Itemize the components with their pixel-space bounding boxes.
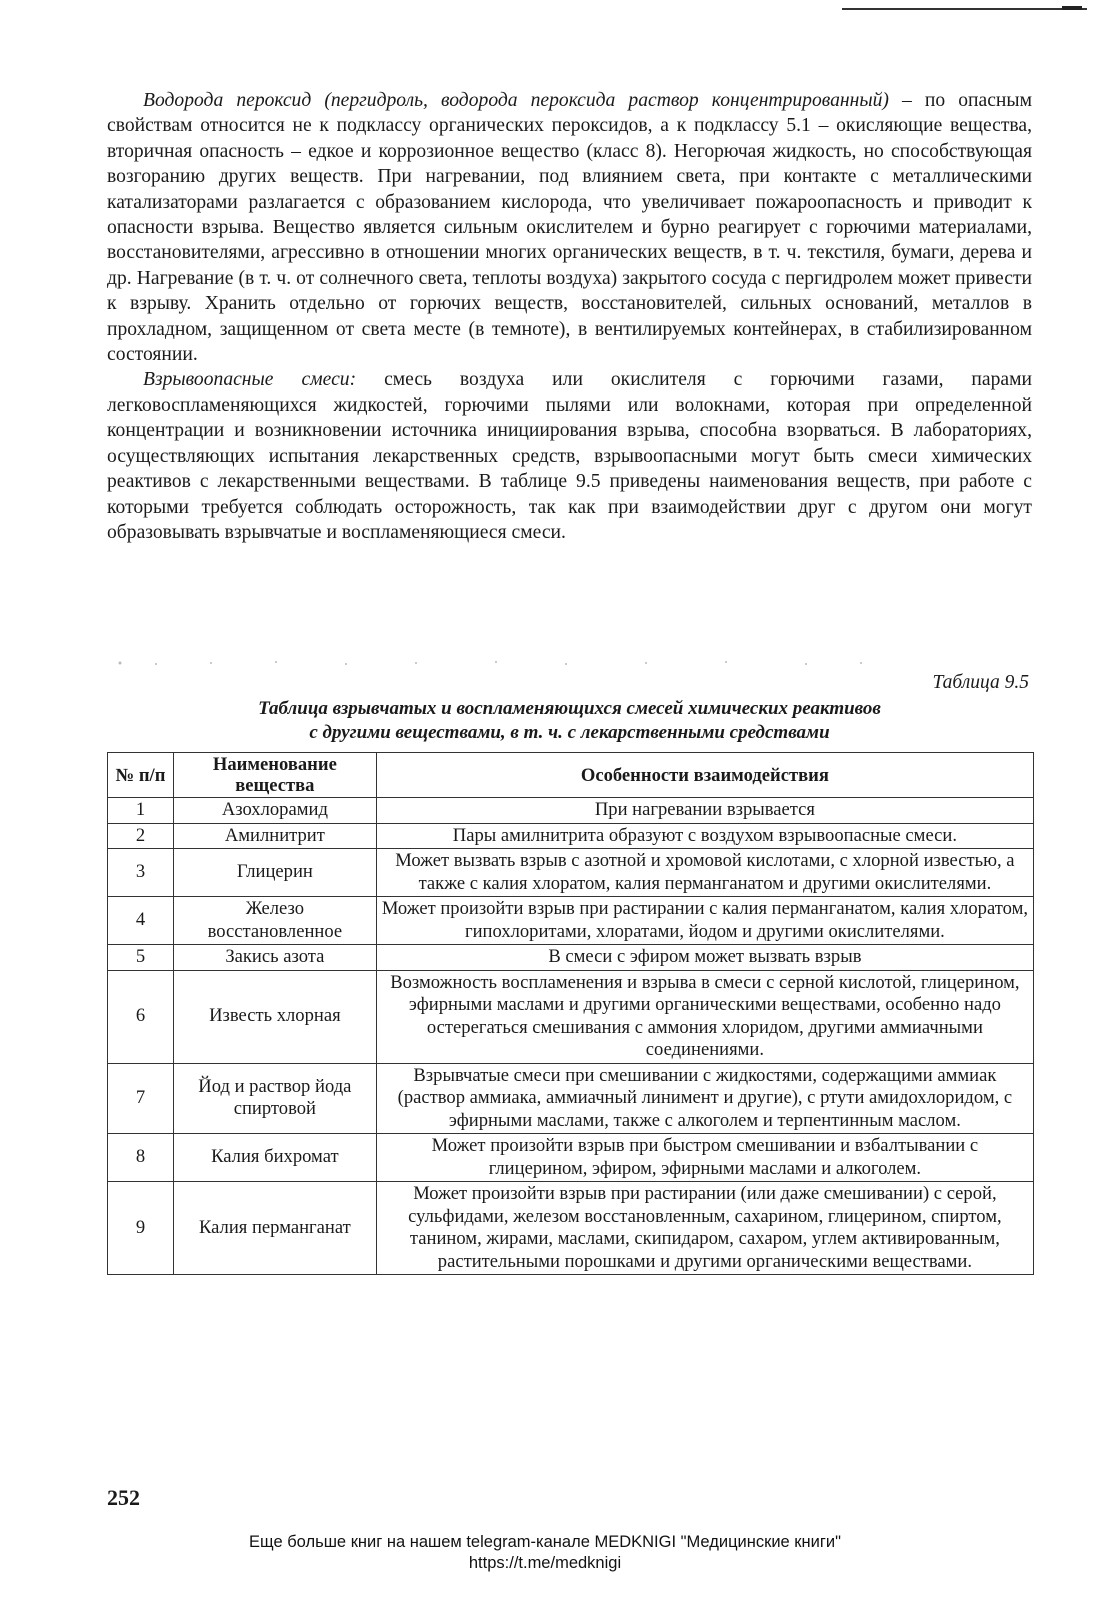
cell-substance: Железо восстановленное <box>173 897 376 945</box>
cell-substance: Калия бихромат <box>173 1134 376 1182</box>
table-row <box>108 1182 1034 1275</box>
mixtures-table <box>107 752 1034 1275</box>
top-rule-mark <box>1062 6 1082 10</box>
cell-number: 3 <box>108 849 174 897</box>
cell-number: 7 <box>108 1063 174 1134</box>
cell-interaction: Возможность воспламенения и взрыва в смеси с серной кислотой, глицерином, эфирными маслами и другими органическими веществами, особенно надо остерегаться смешивания с аммония хлоридом, другими аммиачными соединениями. <box>376 970 1033 1063</box>
paragraph-explosive-mixtures <box>107 367 1032 545</box>
paragraph1-text: – по опасным свойствам относится не к подклассу органических пероксидов, а к подклассу 5.1 – окисляющие вещества, вторичная опасность – едкое и коррозионное вещество (класс 8). Негорючая жидкость, но способствующая возгоранию других веществ. При нагревании, под влиянием света, при контакте с металлическими катализаторами разлагается с образованием кислорода, что увеличивает пожароопасность и приводит к опасности взрыва. Вещество является сильным окислителем и бурно реагирует с горючими материалами, восстановителями, агрессивно в отношении многих органических веществ, в т. ч. текстиля, бумаги, дерева и др. Нагревание (в т. ч. от солнечного света, теплоты воздуха) закрытого сосуда с пергидролем может привести к взрыву. Хранить отдельно от горючих веществ, восстановителей, сильных оснований, металлов в прохладном, защищенном от света месте (в темноте), в вентилируемых контейнерах, в стабилизированном состоянии. <box>107 90 1032 366</box>
cell-substance: Калия перманганат <box>173 1182 376 1275</box>
scan-noise <box>116 657 876 669</box>
table-title <box>107 697 1032 745</box>
table-title-line1: Таблица взрывчатых и воспламеняющихся смесей химических реактивов <box>258 698 881 719</box>
header-number: № п/п <box>108 753 174 798</box>
cell-substance: Известь хлорная <box>173 970 376 1063</box>
cell-interaction: Может произойти взрыв при растирании (или даже смешивании) с серой, сульфидами, железом восстановленным, сахарином, глицерином, спиртом, танином, жирами, маслами, скипидаром, сахаром, углем активированным, растительными порошками и другими органическими веществами. <box>376 1182 1033 1275</box>
header-interaction: Особенности взаимодействия <box>376 753 1033 798</box>
cell-interaction: Пары амилнитрита образуют с воздухом взрывоопасные смеси. <box>376 823 1033 849</box>
table-row <box>108 849 1034 897</box>
cell-substance: Азохлорамид <box>173 798 376 824</box>
table-row <box>108 1134 1034 1182</box>
paragraph-hydrogen-peroxide <box>107 88 1032 367</box>
table-row <box>108 798 1034 824</box>
header-substance: Наименование вещества <box>173 753 376 798</box>
cell-number: 6 <box>108 970 174 1063</box>
term-hydrogen-peroxide: Водорода пероксид (пергидроль, водорода пероксида раствор концентрированный) <box>143 90 889 111</box>
paragraph2-text: смесь воздуха или окислителя с горючими газами, парами легковоспламеняющихся жидкостей, горючими пылями или волокнами, которая при определенной концентрации и возникновении источника инициирования взрыва, способна взорваться. В лабораториях, осуществляющих испытания лекарственных средств, взрывоопасными могут быть смеси химических реактивов с лекарственными веществами. В таблице 9.5 приведены наименования веществ, при работе с которыми требуется соблюдать осторожность, так как при взаимодействии друг с другом они могут образовывать взрывчатые и воспламеняющиеся смеси. <box>107 369 1032 543</box>
table-row <box>108 897 1034 945</box>
cell-number: 8 <box>108 1134 174 1182</box>
table-label: Таблица 9.5 <box>932 672 1029 693</box>
table-row <box>108 945 1034 971</box>
cell-number: 1 <box>108 798 174 824</box>
cell-number: 4 <box>108 897 174 945</box>
table-row <box>108 1063 1034 1134</box>
body-text <box>107 88 1032 545</box>
cell-number: 5 <box>108 945 174 971</box>
cell-interaction: Может произойти взрыв при быстром смешивании и взбалтывании с глицерином, эфиром, эфирными маслами и алкоголем. <box>376 1134 1033 1182</box>
cell-substance: Йод и раствор йода спиртовой <box>173 1063 376 1134</box>
table-row <box>108 823 1034 849</box>
footer-promo <box>0 1532 1090 1574</box>
footer-telegram-text: Еще больше книг на нашем telegram-канале MEDKNIGI "Медицинские книги" <box>249 1533 841 1551</box>
top-rule <box>842 8 1087 10</box>
cell-number: 2 <box>108 823 174 849</box>
cell-substance: Глицерин <box>173 849 376 897</box>
cell-interaction: В смеси с эфиром может вызвать взрыв <box>376 945 1033 971</box>
cell-interaction: Может вызвать взрыв с азотной и хромовой кислотами, с хлорной известью, а также с калия хлоратом, калия перманганатом и другими окислителями. <box>376 849 1033 897</box>
footer-link[interactable]: https://t.me/medknigi <box>468 1554 622 1572</box>
cell-interaction: Может произойти взрыв при растирании с калия перманганатом, калия хлоратом, гипохлоритами, хлоратами, йодом и другими окислителями. <box>376 897 1033 945</box>
cell-substance: Амилнитрит <box>173 823 376 849</box>
table-header-row <box>108 753 1034 798</box>
table-title-line2: с другими веществами, в т. ч. с лекарственными средствами <box>309 722 830 743</box>
page-number: 252 <box>107 1485 140 1510</box>
cell-number: 9 <box>108 1182 174 1275</box>
table-row <box>108 970 1034 1063</box>
cell-interaction: Взрывчатые смеси при смешивании с жидкостями, содержащими аммиак (раствор аммиака, аммиачный линимент и другие), с ртути амидохлоридом, с эфирными маслами, также с алкоголем и терпентинным маслом. <box>376 1063 1033 1134</box>
cell-interaction: При нагревании взрывается <box>376 798 1033 824</box>
term-explosive-mixtures: Взрывоопасные смеси: <box>143 369 357 391</box>
cell-substance: Закись азота <box>173 945 376 971</box>
